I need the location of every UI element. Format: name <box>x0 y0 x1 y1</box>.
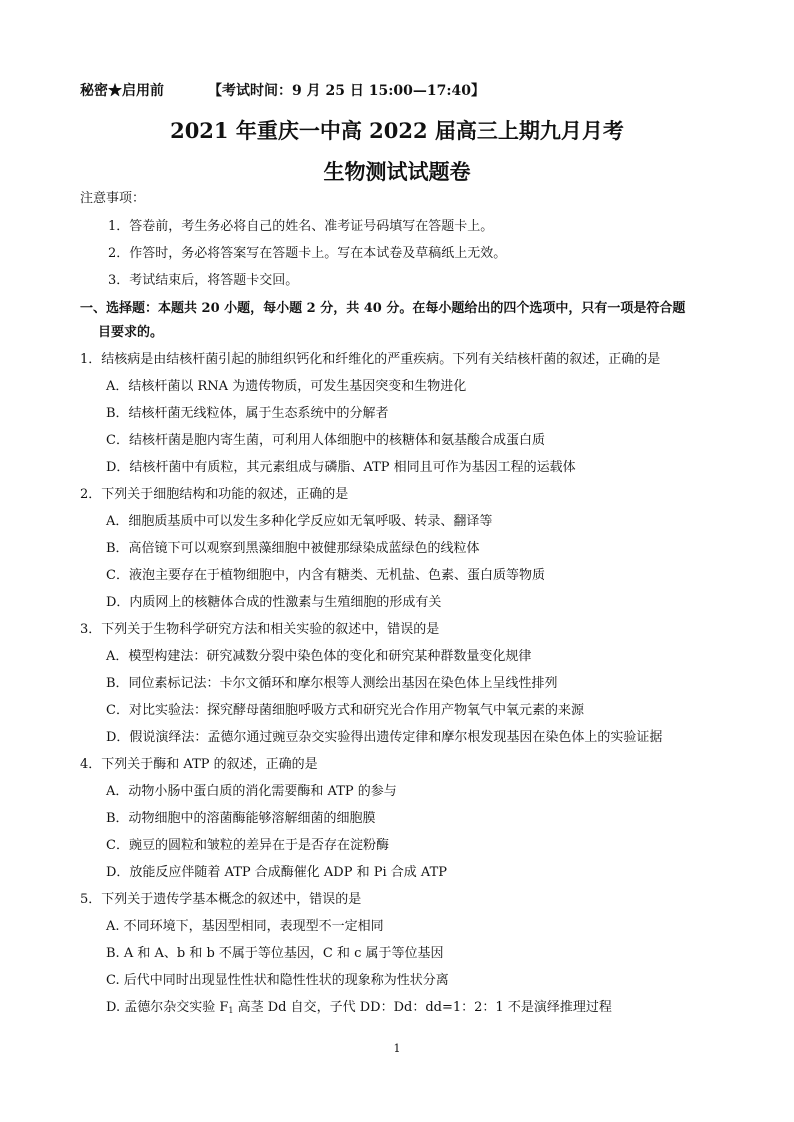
option-5d-text-after: 高茎 Dd 自交，子代 DD：Dd：dd=1：2：1 不是演绎推理过程 <box>233 1000 612 1015</box>
exam-title: 2021 年重庆一中高 2022 届高三上期九月月考 <box>170 118 624 143</box>
exam-time: 【考试时间：9 月 25 日 15:00—17:40】 <box>208 83 485 99</box>
option-4c: C．豌豆的圆粒和皱粒的差异在于是否存在淀粉酶 <box>106 838 389 853</box>
confidential-mark: 秘密★启用前 <box>80 83 164 99</box>
option-5b: B. A 和 A、b 和 b 不属于等位基因，C 和 c 属于等位基因 <box>106 946 444 961</box>
option-1a: A．结核杆菌以 RNA 为遗传物质，可发生基因突变和生物进化 <box>106 379 467 394</box>
question-stem-2: 2．下列关于细胞结构和功能的叙述，正确的是 <box>80 487 349 502</box>
option-1d: D．结核杆菌中有质粒，其元素组成与磷脂、ATP 相同且可作为基因工程的运载体 <box>106 460 576 475</box>
option-5d <box>106 999 612 1017</box>
notes-label: 注意事项： <box>80 191 146 206</box>
question-stem-4: 4．下列关于酶和 ATP 的叙述，正确的是 <box>80 757 318 772</box>
option-3c: C．对比实验法：探究酵母菌细胞呼吸方式和研究光合作用产物氧气中氧元素的来源 <box>106 703 584 718</box>
option-3a: A．模型构建法：研究减数分裂中染色体的变化和研究某种群数量变化规律 <box>106 649 532 664</box>
option-4a: A．动物小肠中蛋白质的消化需要酶和 ATP 的参与 <box>106 784 397 799</box>
option-3d: D．假说演绎法：孟德尔通过豌豆杂交实验得出遗传定律和摩尔根发现基因在染色体上的实验证据 <box>106 730 663 745</box>
option-1c: C．结核杆菌是胞内寄生菌，可利用人体细胞中的核糖体和氨基酸合成蛋白质 <box>106 433 545 448</box>
question-stem-3: 3．下列关于生物科学研究方法和相关实验的叙述中，错误的是 <box>80 622 440 637</box>
option-2c: C．液泡主要存在于植物细胞中，内含有糖类、无机盐、色素、蛋白质等物质 <box>106 568 545 583</box>
option-2d: D．内质网上的核糖体合成的性激素与生殖细胞的形成有关 <box>106 595 442 610</box>
page-number: 1 <box>393 1042 401 1055</box>
option-1b: B．结核杆菌无线粒体，属于生态系统中的分解者 <box>106 406 389 421</box>
option-2a: A．细胞质基质中可以发生多种化学反应如无氧呼吸、转录、翻译等 <box>106 514 493 529</box>
exam-subtitle: 生物测试试题卷 <box>323 159 471 184</box>
option-3b: B．同位素标记法：卡尔文循环和摩尔根等人测绘出基因在染色体上呈线性排列 <box>106 676 558 691</box>
question-stem-5: 5．下列关于遗传学基本概念的叙述中，错误的是 <box>80 892 362 907</box>
section-heading-cont: 目要求的。 <box>98 325 164 340</box>
section-heading: 一、选择题：本题共 20 小题，每小题 2 分，共 40 分。在每小题给出的四个选项中，只有一项是符合题 <box>80 301 686 316</box>
option-4d: D．放能反应伴随着 ATP 合成酶催化 ADP 和 Pi 合成 ATP <box>106 865 448 880</box>
option-5a: A. 不同环境下，基因型相同，表现型不一定相同 <box>106 919 384 934</box>
option-2b: B．高倍镜下可以观察到黑藻细胞中被健那绿染成蓝绿色的线粒体 <box>106 541 480 556</box>
note-item: 1．答卷前，考生务必将自己的姓名、准考证号码填写在答题卡上。 <box>108 219 494 234</box>
option-5c: C. 后代中同时出现显性性状和隐性性状的现象称为性状分离 <box>106 973 449 988</box>
option-5d-text-before: D. 孟德尔杂交实验 F <box>106 1000 229 1015</box>
note-item: 3．考试结束后，将答题卡交回。 <box>108 273 299 288</box>
option-4b: B．动物细胞中的溶菌酶能够溶解细菌的细胞膜 <box>106 811 376 826</box>
question-stem-1: 1．结核病是由结核杆菌引起的肺组织钙化和纤维化的严重疾病。下列有关结核杆菌的叙述，正确的是 <box>80 352 661 367</box>
option-5d-subscript: 1 <box>228 1006 234 1015</box>
note-item: 2．作答时，务必将答案写在答题卡上。写在本试卷及草稿纸上无效。 <box>108 246 507 261</box>
